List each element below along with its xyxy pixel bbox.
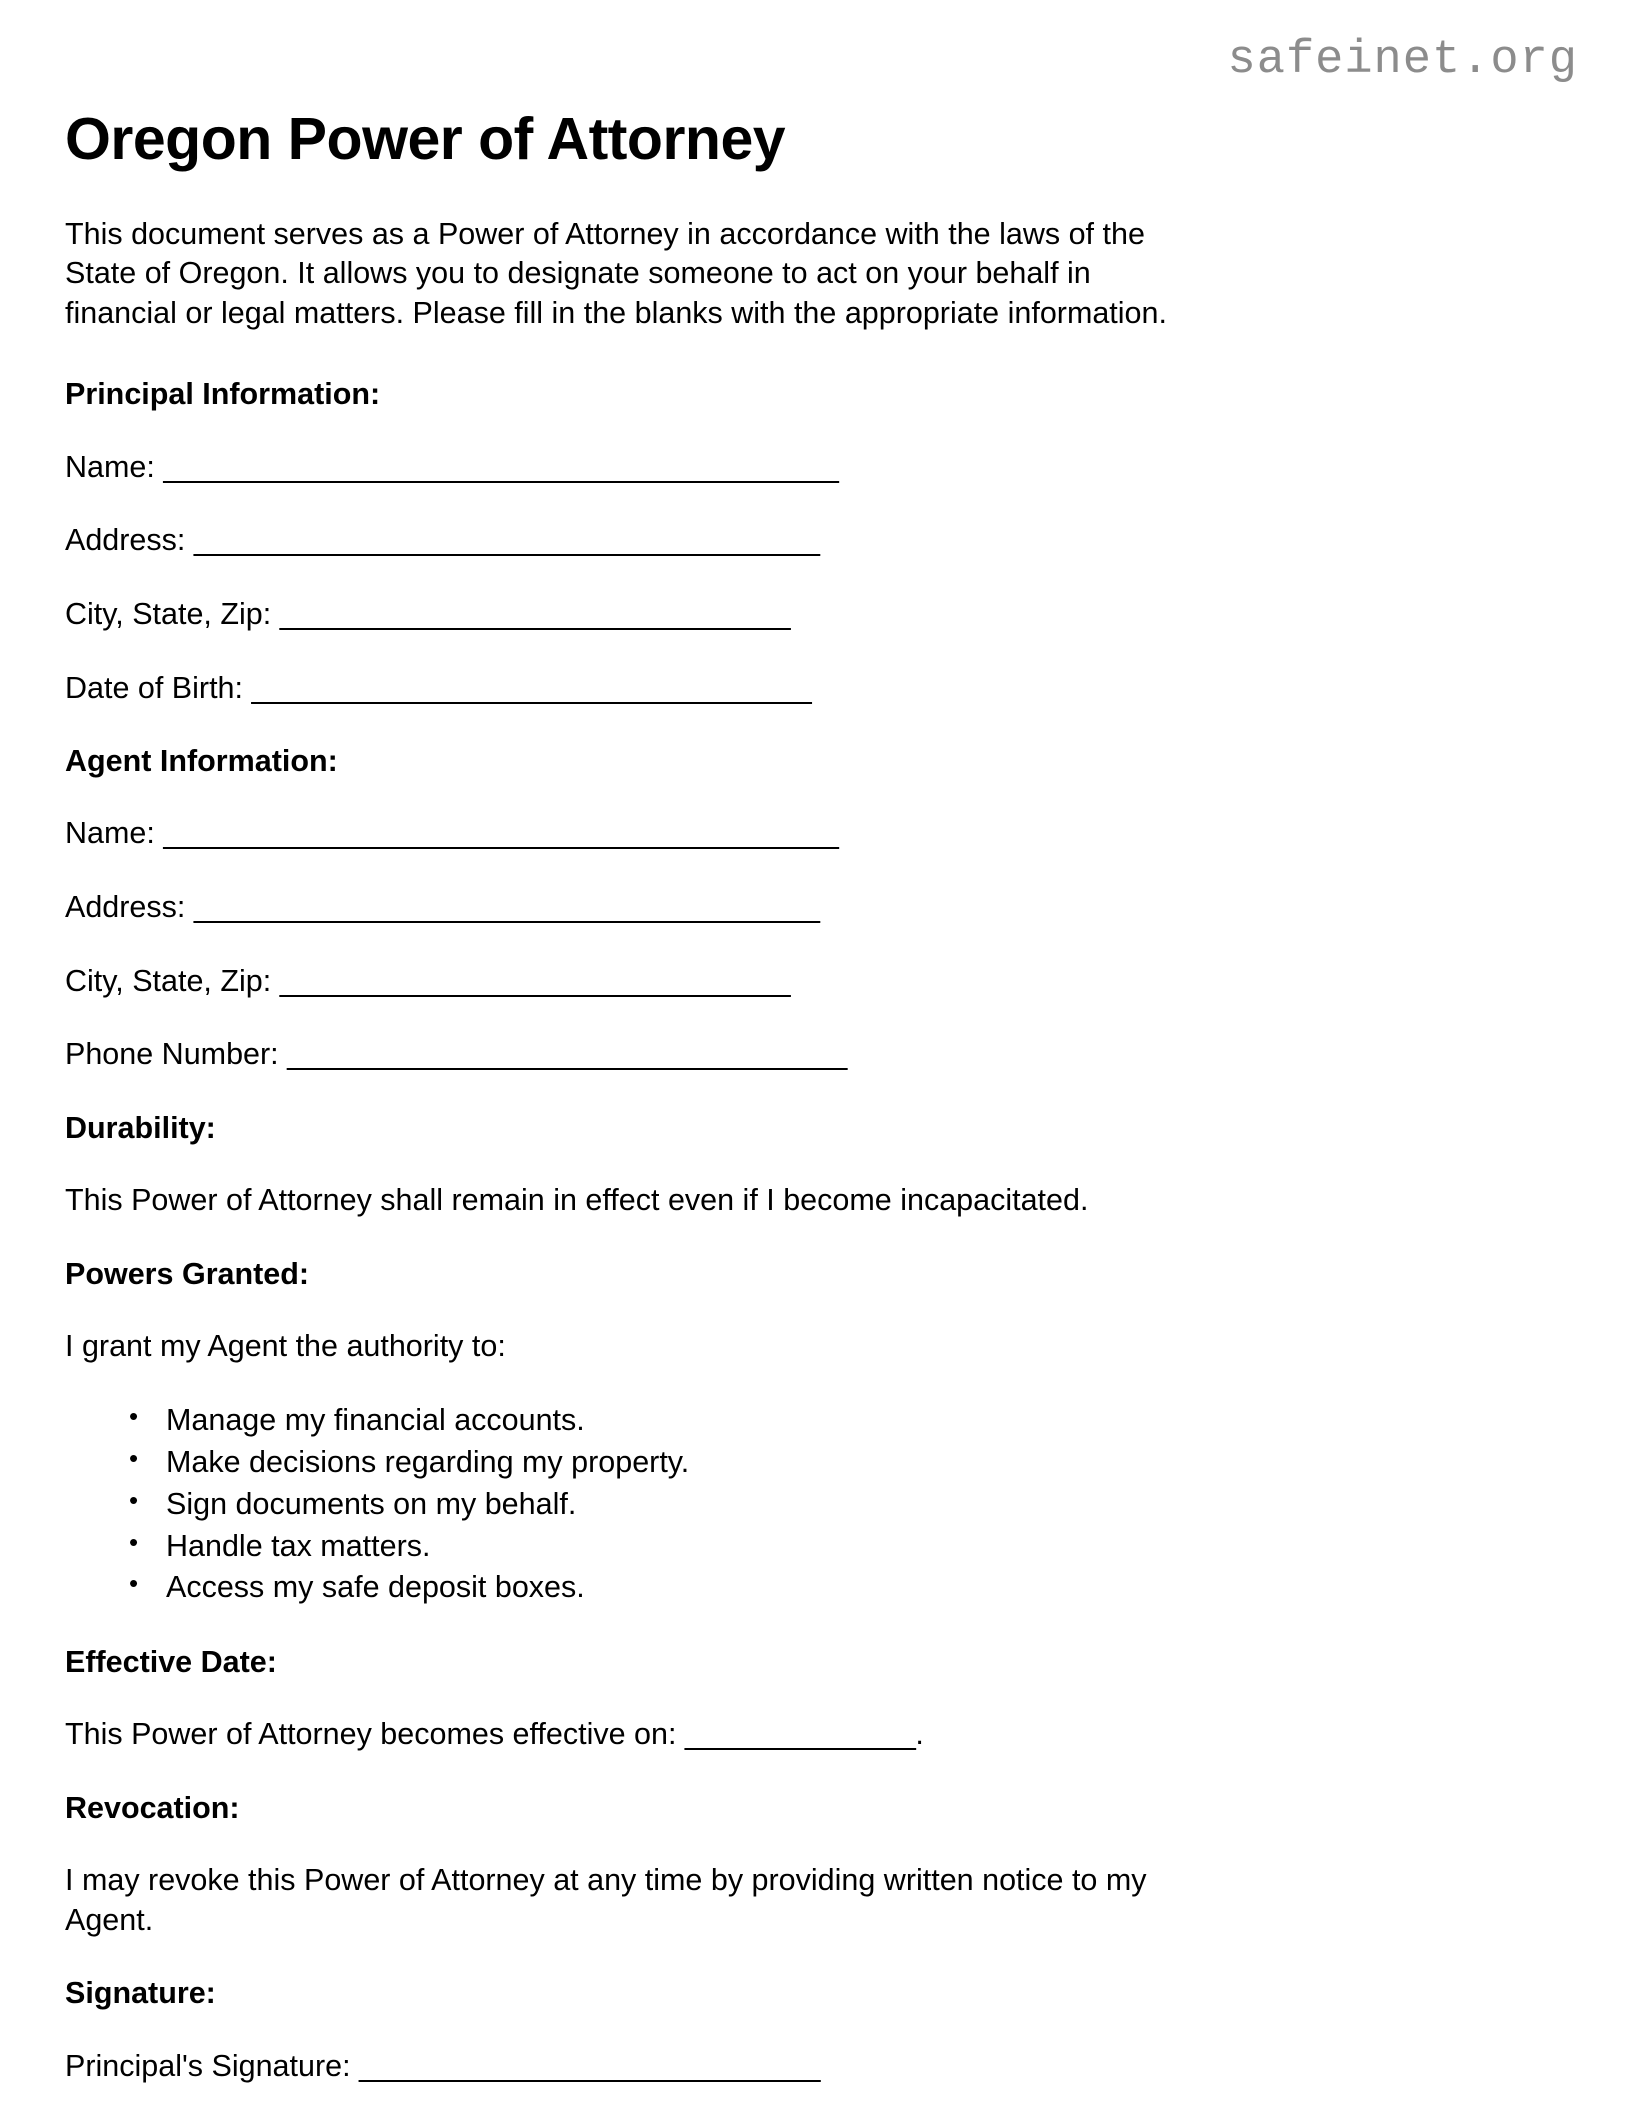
list-item: • Sign documents on my behalf.: [129, 1484, 1195, 1526]
section-heading-durability: Durability:: [65, 1110, 216, 1145]
field-label: Name:: [65, 816, 164, 851]
field-blank-line[interactable]: ______________________________________: [193, 523, 820, 558]
field-principal-date-of-birth: [65, 669, 1195, 709]
field-label: Principal's Signature:: [65, 2048, 360, 2083]
powers-list: [65, 1400, 1195, 1609]
field-blank-line[interactable]: ______________________________________: [193, 889, 820, 924]
field-principal-name: [65, 448, 1195, 488]
durability-text: This Power of Attorney shall remain in effect even if I become incapacitated.: [65, 1182, 1089, 1217]
section-heading-revocation: Revocation:: [65, 1791, 240, 1826]
field-blank-line[interactable]: _________________________________________: [163, 449, 839, 484]
field-label: Phone Number:: [65, 1037, 288, 1072]
intro-paragraph: This document serves as a Power of Attorney in accordance with the laws of the State of Oregon. It allows you to designate someone to act on your behalf in financial or legal matters. Please fill in the blanks with the appropriate information.: [65, 216, 1167, 330]
section-heading-signature: Signature:: [65, 1976, 216, 2011]
field-label: This Power of Attorney becomes effective on:: [65, 1717, 685, 1752]
field-principal-signature: [65, 2047, 1195, 2087]
powers-lead-in: I grant my Agent the authority to:: [65, 1328, 506, 1363]
field-principal-city-state-zip: [65, 595, 1195, 635]
site-watermark: safeinet.org: [1227, 34, 1578, 87]
field-blank-line[interactable]: __________________________________: [287, 1037, 847, 1072]
section-heading-powers-granted: Powers Granted:: [65, 1256, 310, 1291]
field-label: City, State, Zip:: [65, 596, 280, 631]
field-label: Name:: [65, 449, 164, 484]
field-blank-line[interactable]: ____________________________: [359, 2048, 820, 2083]
field-agent-address: [65, 888, 1195, 928]
field-blank-line[interactable]: _______________________________: [279, 963, 791, 998]
revocation-text: I may revoke this Power of Attorney at any time by providing written notice to my Agent.: [65, 1863, 1147, 1937]
section-heading-effective-date: Effective Date:: [65, 1645, 277, 1680]
list-item: • Handle tax matters.: [129, 1526, 1195, 1568]
field-label: Address:: [65, 889, 194, 924]
page-title: Oregon Power of Attorney: [65, 106, 786, 172]
field-blank-line[interactable]: _______________________________: [279, 596, 791, 631]
field-label: Date of Birth:: [65, 670, 252, 705]
field-label: Address:: [65, 523, 194, 558]
list-item: • Make decisions regarding my property.: [129, 1442, 1195, 1484]
field-agent-name: [65, 814, 1195, 854]
list-item: • Manage my financial accounts.: [129, 1400, 1195, 1442]
field-blank-line[interactable]: ______________: [684, 1717, 916, 1752]
section-heading-agent-information: Agent Information:: [65, 744, 338, 779]
field-agent-city-state-zip: [65, 962, 1195, 1002]
field-blank-line[interactable]: __________________________________: [251, 670, 812, 705]
section-heading-principal-information: Principal Information:: [65, 377, 381, 412]
field-effective-date: [65, 1715, 1195, 1755]
list-item: • Access my safe deposit boxes.: [129, 1567, 1195, 1609]
field-principal-address: [65, 521, 1195, 561]
field-agent-phone-number: [65, 1035, 1195, 1075]
field-blank-line[interactable]: _________________________________________: [163, 816, 839, 851]
field-label: City, State, Zip:: [65, 963, 280, 998]
field-suffix: .: [915, 1717, 924, 1752]
document-body: [65, 108, 1195, 2120]
